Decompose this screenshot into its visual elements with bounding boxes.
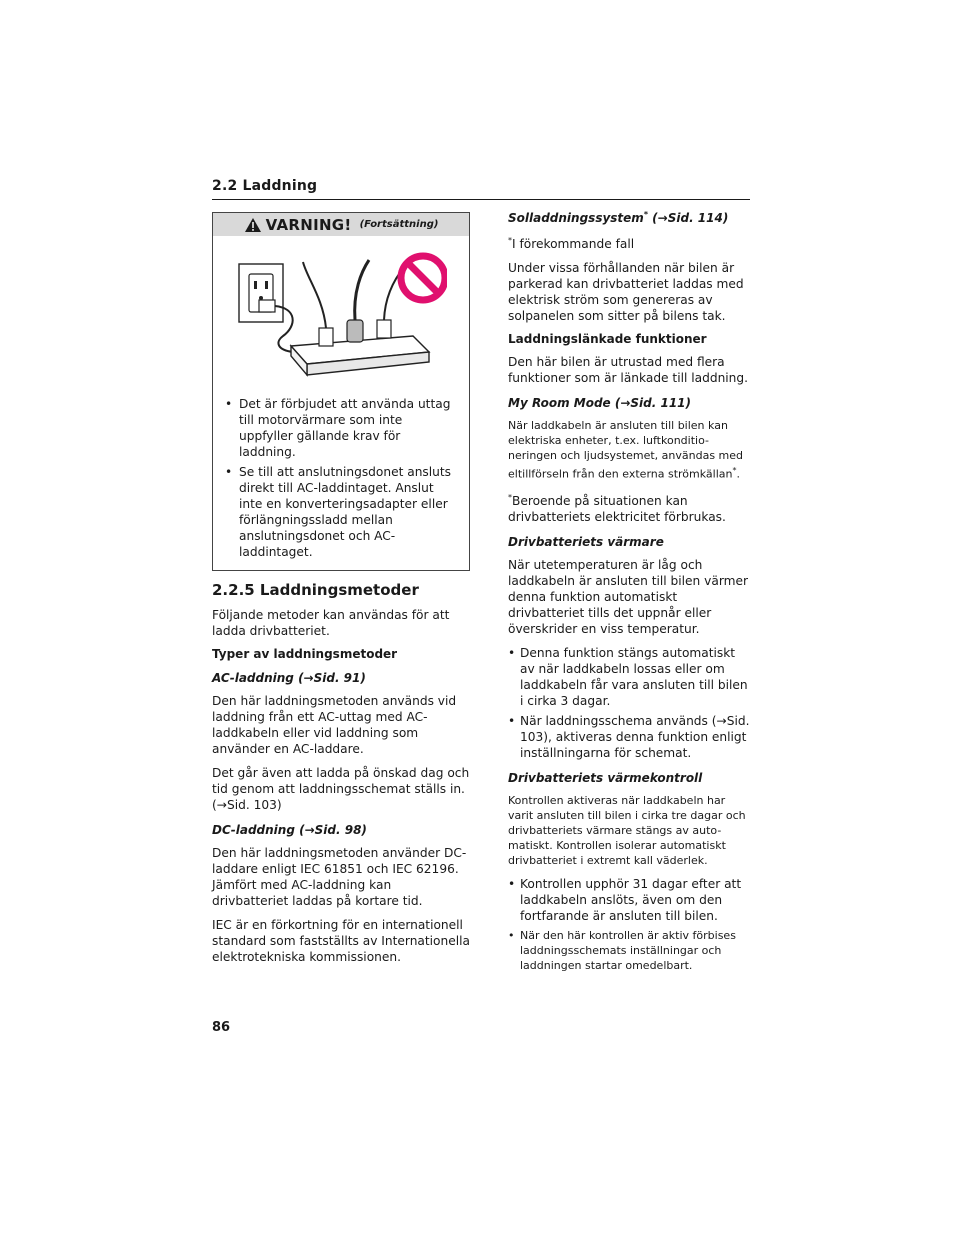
linked-functions-text: Den här bilen är utrustad med flera funktioner som är länkade till laddning. — [508, 355, 749, 386]
my-room-mode-text: När laddkabeln är ansluten till bilen kan elektriska enheter, t.ex. luftkonditio-neringen och ljudsystemet, användas med eltillförseln från den externa strömkällan*. — [508, 419, 744, 481]
section-header-title: 2.2 Laddning — [212, 178, 318, 194]
warning-list — [223, 396, 459, 560]
dc-charging-heading[interactable]: DC-laddning (→Sid. 98) — [212, 823, 367, 837]
list-item: • När laddningsschema används (→Sid. 103), aktiveras denna funktion enligt inställningarna för schemat. — [508, 713, 752, 761]
warning-title: VARNING! — [265, 215, 352, 234]
extension-cord-prohibited-illustration — [237, 248, 447, 388]
iec-definition-text: IEC är en förkortning för en internationell standard som fastställts av Internationella elektrotekniska kommissionen. — [212, 918, 470, 964]
my-room-mode-heading[interactable]: My Room Mode (→Sid. 111) — [508, 396, 691, 411]
warning-triangle-icon — [244, 217, 262, 233]
solar-footnote: *I förekommande fall — [508, 236, 635, 252]
warning-header — [213, 213, 469, 236]
warning-subtitle: (Fortsättning) — [359, 219, 439, 230]
battery-heater-text: När utetemperaturen är låg och laddkabeln är ansluten till bilen värmer denna funktion automatiskt drivbatteriet tills det uppnår eller överskrider en viss temperatur. — [508, 557, 749, 636]
battery-thermal-list — [508, 876, 752, 973]
section-heading: 2.2.5 Laddningsmetoder — [212, 581, 419, 599]
section-intro: Följande metoder kan användas för att ladda drivbatteriet. — [212, 608, 450, 638]
battery-thermal-text: Kontrollen aktiveras när laddkabeln har varit ansluten till bilen i cirka tre dagar och drivbatteriets värmare stängs av auto-matiskt. Kontrollen isolerar automatiskt drivbatteriet i extremt kall väderlek. — [508, 793, 746, 867]
warning-item: • Det är förbjudet att använda uttag till motorvärmare som inte uppfyller gällande krav för laddning. — [223, 396, 459, 460]
dc-charging-text: Den här laddningsmetoden använder DC-laddare enligt IEC 61851 och IEC 62196. Jämfört med AC-laddning kan drivbatteriet laddas på kortare tid. — [212, 846, 467, 908]
page-number: 86 — [212, 1020, 231, 1035]
battery-heater-list — [508, 645, 752, 761]
list-item: • Denna funktion stängs automatiskt av när laddkabeln lossas eller om laddkabeln får vara ansluten till bilen i cirka 3 dagar. — [508, 645, 752, 709]
battery-thermal-heading: Drivbatteriets värmekontroll — [508, 770, 703, 785]
list-item: • Kontrollen upphör 31 dagar efter att laddkabeln anslöts, även om den fortfarande är ansluten till bilen. — [508, 876, 752, 924]
right-column — [508, 210, 752, 981]
linked-functions-heading: Laddningslänkade funktioner — [508, 332, 707, 347]
ac-charging-text: Den här laddningsmetoden används vid laddning från ett AC-uttag med AC-laddkabeln eller vid laddning som använder en AC-laddare. — [212, 694, 457, 756]
list-item: • När den här kontrollen är aktiv förbises laddningsschemats inställningar och laddningen startar omedelbart. — [508, 928, 752, 973]
left-column — [212, 212, 470, 973]
my-room-mode-footnote: *Beroende på situationen kan drivbatteriets elektricitet förbrukas. — [508, 492, 726, 524]
ac-charging-heading[interactable]: AC-laddning (→Sid. 91) — [212, 671, 366, 685]
header-divider — [212, 199, 750, 200]
types-heading: Typer av laddningsmetoder — [212, 647, 398, 661]
solar-text: Under vissa förhållanden när bilen är parkerad kan drivbatteriet laddas med elektrisk ström som genereras av solpanelen som sitter på bilens tak. — [508, 261, 744, 324]
warning-item: • Se till att anslutningsdonet ansluts direkt till AC-laddintaget. Anslut inte en konverteringsadapter eller förlängningssladd mellan anslutningsdonet och AC-laddintaget. — [223, 464, 459, 560]
warning-box — [212, 212, 470, 571]
solar-charging-heading[interactable]: Solladdningssystem* (→Sid. 114) — [508, 210, 729, 225]
battery-heater-heading: Drivbatteriets värmare — [508, 534, 664, 549]
ac-schedule-text: Det går även att ladda på önskad dag och tid genom att laddningsschemat ställs in. (→Sid. 103) — [212, 766, 470, 812]
